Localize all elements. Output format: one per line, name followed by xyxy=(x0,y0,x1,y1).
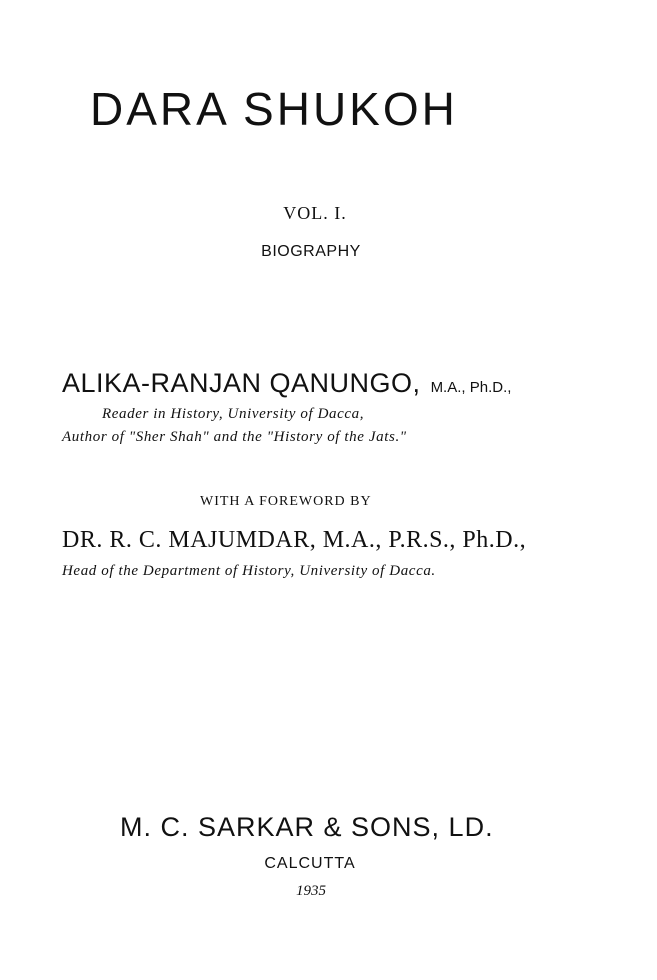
foreword-author-position: Head of the Department of History, University of Dacca. xyxy=(62,563,436,579)
author-name: ALIKA-RANJAN QANUNGO, xyxy=(62,368,421,398)
publisher-name: M. C. SARKAR & SONS, LD. xyxy=(120,812,494,842)
book-title: DARA SHUKOH xyxy=(90,83,458,135)
author-heading xyxy=(62,370,511,397)
author-position: Reader in History, University of Dacca, xyxy=(102,406,365,422)
publication-year: 1935 xyxy=(296,883,326,899)
foreword-author-name: DR. R. C. MAJUMDAR, M.A., P.R.S., Ph.D., xyxy=(62,527,527,553)
foreword-label: WITH A FOREWORD BY xyxy=(200,494,372,509)
book-subtitle: BIOGRAPHY xyxy=(261,243,361,260)
volume-number: VOL. I. xyxy=(283,203,347,223)
author-degrees: M.A., Ph.D., xyxy=(430,379,512,396)
publisher-city: CALCUTTA xyxy=(264,855,356,872)
author-works: Author of "Sher Shah" and the "History of the Jats." xyxy=(62,429,407,445)
